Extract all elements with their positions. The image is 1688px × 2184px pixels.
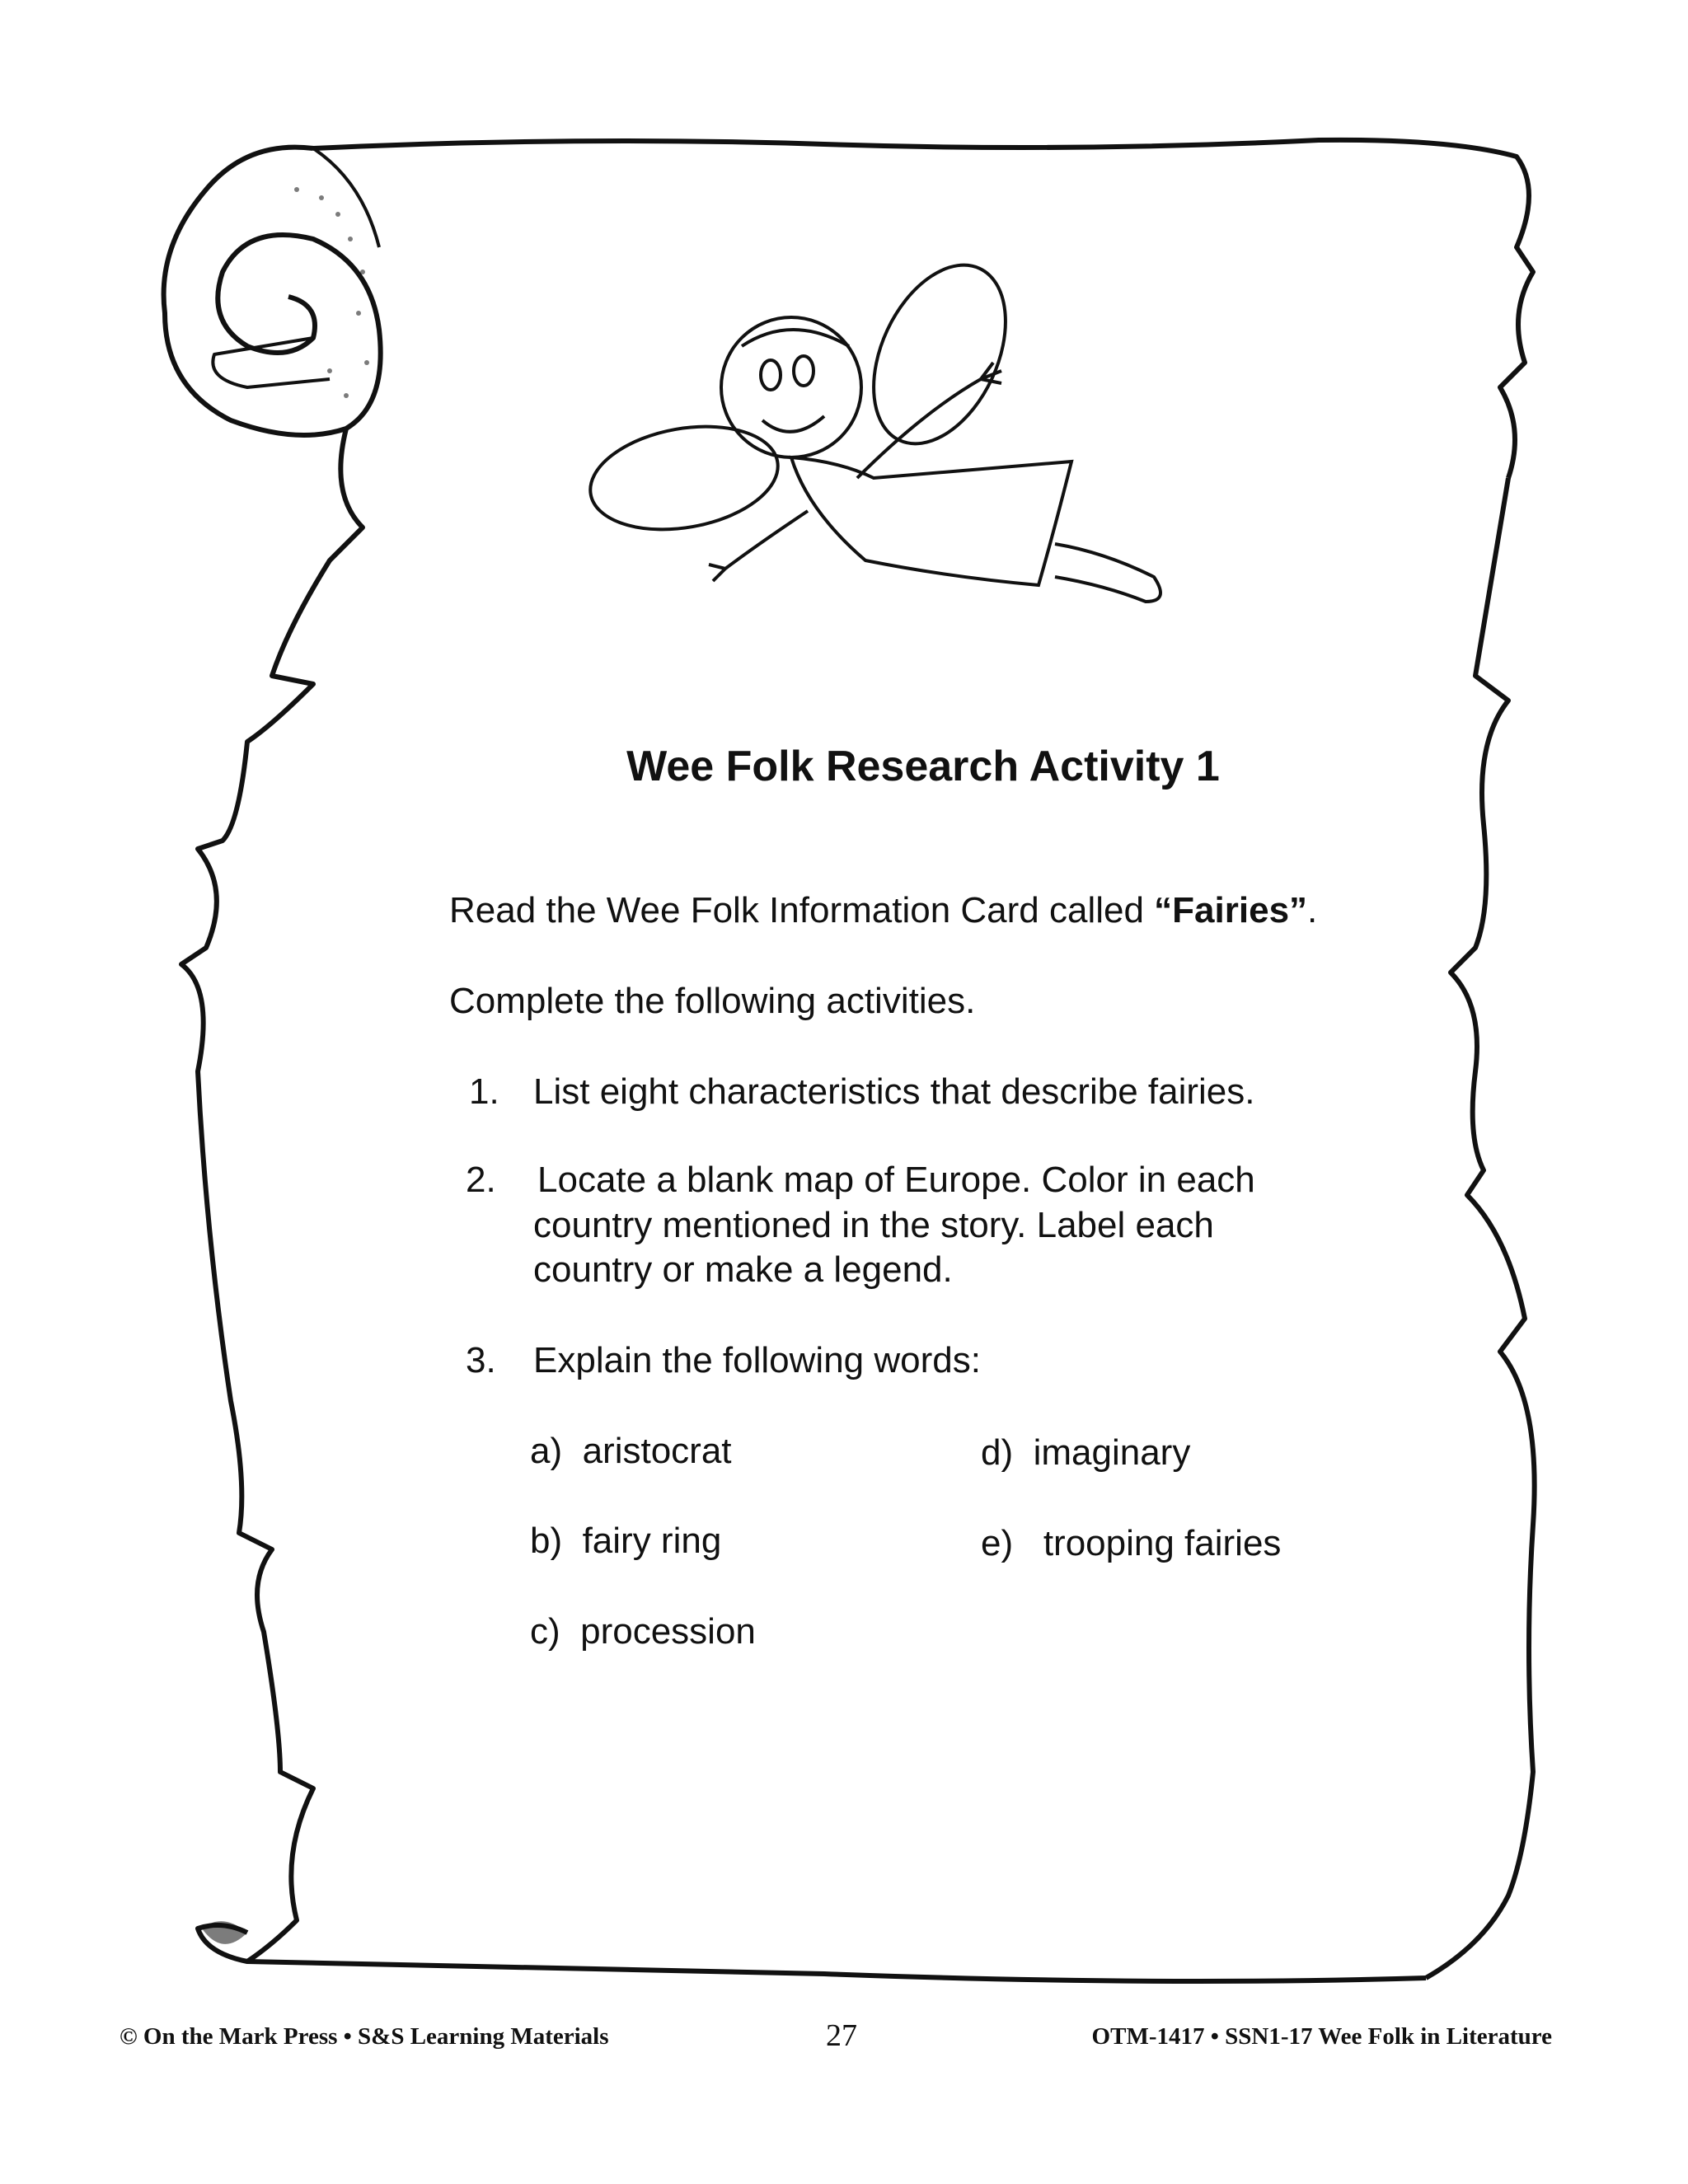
word-item — [981, 1432, 1190, 1474]
activity-text: country or make a legend. — [533, 1249, 953, 1290]
scroll-right-edge — [1426, 478, 1535, 1978]
activity-text: Locate a blank map of Europe. Color in each — [537, 1160, 1255, 1200]
word-letter: b) — [530, 1521, 563, 1561]
word-text: fairy ring — [582, 1521, 722, 1561]
scroll-curl — [164, 148, 381, 435]
page-number: 27 — [826, 2018, 857, 2053]
word-text: aristocrat — [582, 1431, 732, 1471]
scroll-top-edge — [313, 140, 1533, 478]
word-letter: e) — [981, 1523, 1014, 1563]
activity-number: 2. — [466, 1160, 496, 1200]
activity-number: 1. — [469, 1071, 499, 1112]
intro-sentence: Read the Wee Folk Information Card called — [449, 890, 1155, 930]
activity-number: 3. — [466, 1340, 496, 1380]
word-letter: d) — [981, 1432, 1014, 1473]
card-name: “Fairies” — [1154, 890, 1308, 930]
footer-book-code: OTM-1417 • SSN1-17 Wee Folk in Literature — [1091, 2023, 1552, 2050]
intro-text — [449, 890, 1317, 931]
word-text: procession — [580, 1611, 756, 1652]
page-title: Wee Folk Research Activity 1 — [626, 743, 1220, 790]
scroll-left-edge — [181, 429, 363, 1961]
word-item — [981, 1523, 1281, 1564]
word-letter: c) — [530, 1611, 560, 1652]
footer-publisher: © On the Mark Press • S&S Learning Materials — [120, 2023, 609, 2050]
scroll-bottom-edge — [247, 1961, 1426, 1981]
word-item — [530, 1521, 721, 1562]
activity-text: List eight characteristics that describe fairies. — [533, 1071, 1255, 1112]
instruction-text: Complete the following activities. — [449, 981, 976, 1021]
fairy-illustration — [582, 244, 1160, 602]
word-text: trooping fairies — [1043, 1523, 1282, 1563]
word-text: imaginary — [1033, 1432, 1191, 1473]
activity-text: country mentioned in the story. Label each — [533, 1205, 1214, 1245]
word-item — [530, 1611, 756, 1652]
intro-period: . — [1307, 890, 1318, 930]
word-letter: a) — [530, 1431, 563, 1471]
activity-text: Explain the following words: — [533, 1340, 981, 1380]
word-item — [530, 1431, 732, 1472]
